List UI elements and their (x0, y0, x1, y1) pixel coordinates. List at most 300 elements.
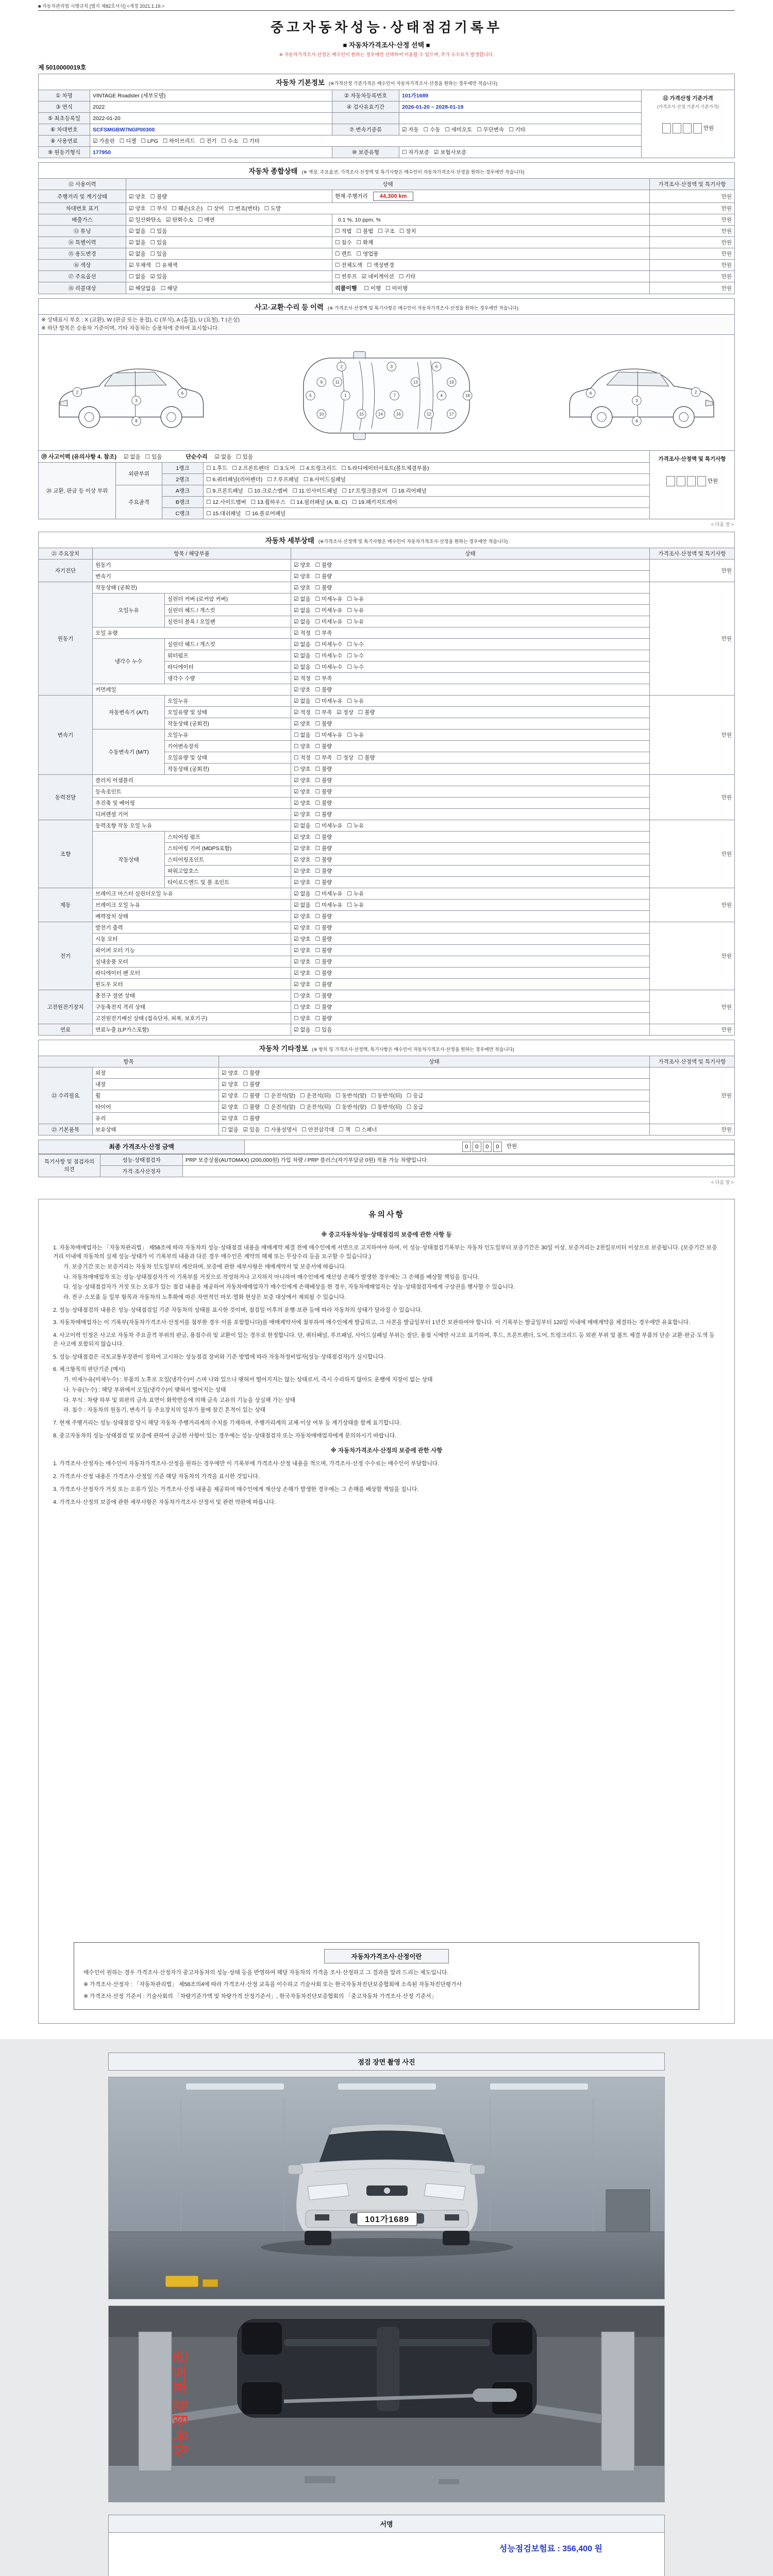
column-state: 상태 (291, 548, 650, 559)
checkbox-unchecked[interactable]: ☐ 불량 (358, 709, 375, 716)
status-options (291, 797, 650, 808)
item-label: 스티어링 펌프 (165, 831, 291, 842)
checkbox-unchecked[interactable]: ☐ 불량 (315, 845, 332, 852)
column-state: 상태 (126, 179, 650, 190)
checkbox-unchecked[interactable]: ☐ 있음 (150, 240, 167, 246)
checkbox-unchecked[interactable]: ☐ 5.라디에이터서포트(볼트체결부품) (341, 465, 429, 471)
checkbox-unchecked[interactable]: ☐ 13.휠하우스 (250, 499, 286, 505)
checkbox-unchecked[interactable]: ☐ 14.필러패널 (A, B, C) (290, 499, 347, 505)
checkbox-unchecked[interactable]: ☐ 누유 (347, 902, 364, 908)
item-label: 냉각수 수량 (165, 672, 291, 684)
checkbox-unchecked[interactable]: ☐ 변조(변타) (228, 206, 260, 212)
checkbox-checked[interactable]: ☑ 양호 (294, 936, 311, 942)
item-label: 등속조인트 (93, 786, 291, 797)
price-unit-cell: 만원 (650, 237, 735, 248)
unit-label: 만원 (703, 125, 714, 131)
checkbox-unchecked[interactable]: ☐ 없음 (222, 1126, 239, 1133)
checkbox-unchecked[interactable]: ☐ 양호 (294, 743, 311, 750)
checkbox-unchecked[interactable]: ☐ 훼손(오손) (172, 206, 203, 212)
checkbox-unchecked[interactable]: ☐ 하이브리드 (162, 138, 195, 144)
checkbox-unchecked[interactable]: ☐ 누수 (347, 652, 364, 659)
label-year: ③ 연식 (39, 101, 90, 113)
checkbox-unchecked[interactable]: ☐ 상이 (207, 206, 224, 212)
checkbox-unchecked[interactable]: ☐ 양호 (294, 1015, 311, 1022)
checkbox-unchecked[interactable]: ☐ 세미오토 (445, 127, 473, 133)
notice-line: 다. 부식 : 차량 하부 및 외판의 금속 표면이 화학반응에 의해 금속 고유의 기능을 상실해 가는 상태 (63, 1397, 296, 1403)
checkbox-unchecked[interactable]: ☐ 불량 (315, 1004, 332, 1010)
price-unit-cell: 만원 (649, 695, 734, 774)
checkbox-checked[interactable]: ☑ 양호 (294, 970, 311, 976)
svg-text:13: 13 (413, 379, 418, 384)
car-diagram-cell (39, 334, 735, 450)
checkbox-checked[interactable]: ☑ 해당없음 (129, 285, 156, 292)
status-options (291, 831, 650, 842)
item-label: 오일 유량 (93, 627, 291, 638)
price-unit-cell: 만원 (649, 559, 734, 582)
checkbox-unchecked[interactable]: ☐ 수소 (221, 138, 239, 144)
checkbox-checked[interactable]: ☑ 없음 (294, 698, 311, 704)
checkbox-checked[interactable]: ☑ 양호 (294, 913, 311, 920)
checkbox-unchecked[interactable]: ☐ 매연 (197, 217, 215, 223)
checkbox-unchecked[interactable]: ☐ 적법 (335, 228, 352, 234)
checkbox-unchecked[interactable]: ☐ 미이행 (385, 285, 408, 292)
item-label: 실린더 블록 / 오일팬 (165, 616, 291, 627)
checkbox-unchecked[interactable]: ☐ 미세누유 (315, 890, 343, 897)
checkbox-unchecked[interactable]: ☐ 미세누유 (315, 698, 343, 704)
label-vin: ⑥ 차대번호 (39, 124, 90, 135)
status-options (291, 865, 650, 876)
value-reg-no: 101가1689 (399, 90, 642, 101)
checkbox-unchecked[interactable]: ☐ 누유 (347, 822, 364, 829)
checkbox-unchecked[interactable]: ☐ 동반석(뒤) (371, 1104, 402, 1110)
label-vin-marking: 차대번호 표기 (39, 203, 126, 214)
checkbox-checked[interactable]: ☑ 일산화탄소 (129, 217, 162, 223)
checkbox-unchecked[interactable]: ☐ 18.리어패널 (392, 487, 427, 494)
checkbox-unchecked[interactable]: ☐ 미세누유 (315, 596, 343, 602)
section-header-accident (39, 299, 735, 315)
checkbox-checked[interactable]: ☑ 양호 (222, 1104, 239, 1110)
svg-text:3: 3 (635, 398, 638, 403)
checkbox-unchecked[interactable]: ☐ 17.트렁크플로어 (342, 487, 388, 494)
checkbox-unchecked[interactable]: ☐ 운전석(앞) (264, 1092, 296, 1099)
checkbox-unchecked[interactable]: ☐ 불량 (243, 1104, 260, 1110)
checkbox-unchecked[interactable]: ☐ 불량 (315, 743, 332, 750)
notice-line: 3. 자동차매매업자는 이 기록부(자동차가격조사·산정서를 첨부한 경우 이를 포함합니다)를 매매계약서에 첨부하여 매수인에게 발급하고, 그 사본을 발급일부터 1년간 보관하여야 합니다. 이 기록부는 발급일부터 120일 이내에 매매계약을 체결하는 경우에만 유효합니다. (53, 1319, 691, 1326)
label-color: ⑯ 색상 (39, 260, 126, 271)
label-mileage: 주행거리 및 계기상태 (39, 190, 126, 203)
checkbox-unchecked[interactable]: ☐ 불량 (150, 193, 167, 200)
checkbox-unchecked[interactable]: ☐ 불법 (356, 228, 374, 234)
checkbox-checked[interactable]: ☑ 양호 (294, 845, 311, 852)
checkbox-unchecked[interactable]: ☐ 있음 (150, 228, 167, 234)
checkbox-unchecked[interactable]: ☐ 미세누유 (315, 822, 343, 829)
amount-digit-box: 0 (493, 1142, 502, 1152)
status-options (291, 842, 650, 854)
checkbox-unchecked[interactable]: ☐ 썬루프 (335, 274, 357, 280)
checkbox-checked[interactable]: ☑ 없음 (294, 1026, 311, 1033)
checkbox-unchecked[interactable]: ☐ 적정 (294, 754, 311, 761)
checkbox-checked[interactable]: ☑ 양호 (294, 800, 311, 806)
car-underbody (238, 2319, 536, 2417)
checkbox-unchecked[interactable]: ☐ 없음 (294, 732, 311, 738)
checkbox-checked[interactable]: ☑ 양호 (294, 856, 311, 863)
checkbox-checked[interactable]: ☑ 없음 (123, 453, 141, 460)
overall-condition-table (38, 162, 735, 294)
checkbox-checked[interactable]: ☑ 없음 (294, 822, 311, 829)
status-options-cell (219, 1101, 650, 1112)
checkbox-checked[interactable]: ☑ 정상 (337, 709, 354, 716)
checkbox-checked[interactable]: ☑ 무채색 (129, 262, 151, 268)
checkbox-unchecked[interactable]: ☐ 19.패키지트레이 (351, 499, 397, 505)
checkbox-unchecked[interactable]: ☐ 16.플로어패널 (245, 510, 286, 517)
checkbox-unchecked[interactable]: ☐ 불량 (243, 1081, 260, 1088)
checkbox-unchecked[interactable]: ☐ 안전삼각대 (301, 1126, 334, 1133)
label-rankC: C랭크 (162, 507, 204, 519)
checkbox-unchecked[interactable]: ☐ 이행 (364, 285, 381, 292)
inspection-photo-front (109, 2077, 664, 2299)
checkbox-unchecked[interactable]: ☐ 장치 (399, 228, 416, 234)
checkbox-checked[interactable]: ☑ 네비게이션 (361, 274, 394, 280)
subgroup-oil-leak: 오일누유 (93, 593, 165, 627)
device-self-diagnosis: 자기진단 (39, 559, 93, 582)
notice-line: 가. 보증기간 또는 보증거리는 자동차 인도일부터 계산하며, 보증에 관한 세부사항은 매매계약서 및 보증서에 따릅니다. (63, 1263, 346, 1270)
section-header-etc (39, 1040, 735, 1056)
item-label: 실내송풍 모터 (93, 956, 291, 967)
checkbox-unchecked[interactable]: ☐ 불량 (315, 868, 332, 874)
checkbox-unchecked[interactable]: ☐ 응급 (406, 1104, 424, 1110)
checkbox-checked[interactable]: ☑ 양호 (222, 1081, 239, 1088)
checkbox-unchecked[interactable]: ☐ 불량 (315, 584, 332, 591)
checkbox-unchecked[interactable]: ☐ 응급 (406, 1092, 424, 1099)
checkbox-unchecked[interactable]: ☐ 누유 (347, 607, 364, 614)
checkbox-checked[interactable]: ☑ 양호 (294, 924, 311, 931)
checkbox-unchecked[interactable]: ☐ 렌트 (335, 251, 352, 257)
warranty-options (399, 147, 642, 158)
status-options (291, 672, 650, 684)
checkbox-checked[interactable]: ☑ 없음 (294, 664, 311, 670)
tuning-kind-options (378, 228, 421, 234)
svg-text:8: 8 (635, 418, 638, 423)
checkbox-unchecked[interactable]: ☐ 스패너 (355, 1126, 377, 1133)
signature-blank-area[interactable] (109, 2557, 664, 2576)
section-header-detail (39, 532, 735, 548)
checkbox-unchecked[interactable]: ☐ 있음 (145, 453, 162, 460)
notice-line: 라. 전구·소모품 등 일부 항목과 자동차의 노후화에 따른 자연적인 마모·열화 현상은 보증 대상에서 제외될 수 있습니다. (63, 1294, 346, 1300)
signature-title: 서명 (109, 2515, 664, 2533)
checkbox-unchecked[interactable]: ☐ 불량 (315, 958, 332, 965)
checkbox-checked[interactable]: ☑ 있음 (243, 1126, 260, 1133)
checkbox-unchecked[interactable]: ☐ 침수 (335, 240, 352, 246)
checkbox-checked[interactable]: ☑ 없음 (129, 228, 146, 234)
item-label: 라디에이터 팬 모터 (93, 967, 291, 978)
item-label: 배력장치 상태 (93, 910, 291, 922)
svg-text:2: 2 (340, 364, 343, 369)
checkbox-checked[interactable]: ☑ 양호 (294, 947, 311, 954)
checkbox-unchecked[interactable]: ☐ 부식 (150, 206, 167, 212)
checkbox-unchecked[interactable]: ☐ 양호 (294, 992, 311, 999)
item-label: 원동기 (93, 559, 291, 570)
checkbox-unchecked[interactable]: ☐ 구조 (378, 228, 395, 234)
label-rankA: A랭크 (162, 485, 204, 496)
checkbox-unchecked[interactable]: ☐ 부족 (315, 675, 332, 682)
checkbox-checked[interactable]: ☑ 양호 (222, 1115, 239, 1122)
label-insurance-fee: 성능점검보험료 : (499, 2544, 560, 2553)
checkbox-unchecked[interactable]: ☐ 도말 (264, 206, 281, 212)
checkbox-unchecked[interactable]: ☐ 불량 (315, 879, 332, 886)
checkbox-checked[interactable]: ☑ 없음 (294, 902, 311, 908)
checkbox-unchecked[interactable]: ☐ 불량 (315, 811, 332, 818)
checkbox-checked[interactable]: ☑ 없음 (129, 251, 146, 257)
checkbox-checked[interactable]: ☑ 양호 (294, 777, 311, 784)
checkbox-checked[interactable]: ☑ 양호 (222, 1070, 239, 1076)
checkbox-unchecked[interactable]: ☐ 불량 (243, 1115, 260, 1122)
label-transmission: ⑦ 변속기종류 (332, 124, 399, 135)
checkbox-unchecked[interactable]: ☐ 운전석(앞) (264, 1104, 296, 1110)
checkbox-unchecked[interactable]: ☐ 불량 (315, 1015, 332, 1022)
checkbox-unchecked[interactable]: ☐ 동반석(앞) (335, 1092, 366, 1099)
checkbox-unchecked[interactable]: ☐ 불량 (358, 754, 375, 761)
checkbox-unchecked[interactable]: ☐ 잭 (339, 1126, 350, 1133)
checkbox-unchecked[interactable]: ☐ 1.후드 (206, 465, 228, 471)
checkbox-checked[interactable]: ☑ 탄화수소 (166, 217, 193, 223)
svg-text:7: 7 (393, 393, 396, 398)
checkbox-unchecked[interactable]: ☐ 기타 (398, 274, 416, 280)
kit-item-options (264, 1127, 381, 1133)
checkbox-unchecked[interactable]: ☐ 운전석(뒤) (300, 1104, 331, 1110)
checkbox-unchecked[interactable]: ☐ 불량 (315, 834, 332, 840)
checkbox-unchecked[interactable]: ☐ 불량 (243, 1070, 260, 1076)
checkbox-unchecked[interactable]: ☐ 누수 (347, 664, 364, 670)
checkbox-checked[interactable]: ☑ 양호 (294, 868, 311, 874)
tire-position-options (264, 1104, 428, 1110)
fuel-options (90, 135, 642, 147)
checkbox-unchecked[interactable]: ☐ 불량 (315, 856, 332, 863)
price-assessor-comment (183, 1165, 735, 1177)
checkbox-unchecked[interactable]: ☐ 불량 (315, 720, 332, 727)
item-label: 연료누출 (LP가스포함) (93, 1024, 291, 1035)
checkbox-unchecked[interactable]: ☐ 사용설명서 (264, 1126, 297, 1133)
checkbox-unchecked[interactable]: ☐ 누유 (347, 698, 364, 704)
checkbox-unchecked[interactable]: ☐ 운전석(뒤) (300, 1092, 331, 1099)
checkbox-unchecked[interactable]: ☐ 누수 (347, 641, 364, 648)
checkbox-unchecked[interactable]: ☐ 수동 (423, 127, 441, 133)
checkbox-unchecked[interactable]: ☐ 2.프론트펜더 (232, 465, 270, 471)
checkbox-unchecked[interactable]: ☐ 불량 (315, 992, 332, 999)
status-options (291, 706, 650, 718)
checkbox-unchecked[interactable]: ☐ 8.사이드실패널 (303, 476, 346, 483)
checkbox-checked[interactable]: ☑ 없음 (294, 652, 311, 659)
svg-text:4: 4 (440, 393, 443, 398)
checkbox-unchecked[interactable]: ☐ 불량 (315, 800, 332, 806)
svg-text:16: 16 (396, 412, 401, 417)
checkbox-unchecked[interactable]: ☐ 누유 (347, 618, 364, 625)
notice-line: ※ 가격조사·산정 기준서 : 기술사회의 「차량기준가액 및 차량가격 산정기준서」, 한국자동차진단보증협회의 「중고자동차 가격조사·산정 기준서」 (83, 1993, 437, 1999)
item-label: 워터펌프 (165, 650, 291, 661)
checkbox-checked[interactable]: ☑ 보험사보증 (433, 149, 466, 156)
checkbox-checked[interactable]: ☑ 양호 (294, 573, 311, 580)
checkbox-unchecked[interactable]: ☐ 미세누유 (315, 902, 343, 908)
checkbox-unchecked[interactable]: ☐ 해당 (160, 285, 178, 292)
column-item: 항목 (39, 1056, 219, 1067)
checkbox-unchecked[interactable]: ☐ 있음 (150, 251, 167, 257)
checkbox-checked[interactable]: ☑ 양호 (294, 720, 311, 727)
checkbox-unchecked[interactable]: ☐ 7.루프패널 (267, 476, 299, 483)
checkbox-unchecked[interactable]: ☐ 12.사이드멤버 (206, 499, 246, 505)
unit-label: 만원 (506, 1143, 517, 1150)
checkbox-checked[interactable]: ☑ 양호 (294, 686, 311, 693)
checkbox-unchecked[interactable]: ☐ 동반석(앞) (335, 1104, 366, 1110)
checkbox-unchecked[interactable]: ☐ 기타 (243, 138, 260, 144)
price-unit-cell: 만원 (650, 203, 735, 214)
svg-text:19: 19 (449, 379, 454, 384)
checkbox-unchecked[interactable]: ☐ 불량 (315, 981, 332, 988)
status-options (291, 638, 650, 650)
item-label: 실린더 커버 (로커암 커버) (165, 593, 291, 604)
checkbox-checked[interactable]: ☑ 양호 (222, 1092, 239, 1099)
device-transmission: 변속기 (39, 695, 93, 774)
checkbox-checked[interactable]: ☑ 양호 (294, 562, 311, 568)
simple-repair-options (215, 454, 258, 460)
label-tuning: ⑬ 튜닝 (39, 226, 126, 237)
checkbox-unchecked[interactable]: ☐ 무단변속 (477, 127, 505, 133)
checkbox-checked[interactable]: ☑ 없음 (214, 453, 232, 460)
svg-text:1: 1 (344, 393, 347, 398)
checkbox-checked[interactable]: ☑ 없음 (294, 607, 311, 614)
inspector-opinion-table (38, 1154, 735, 1177)
price-survey-note: ※ 자동차가격조사·산정은 매수인이 원하는 경우에만 선택하여 이용할 수 있으며, 추가 수수료가 발생합니다. (279, 52, 494, 57)
checkbox-checked[interactable]: ☑ 가솔린 (93, 138, 115, 144)
checkbox-unchecked[interactable]: ☐ 불량 (315, 562, 332, 568)
checkbox-unchecked[interactable]: ☐ 영업용 (356, 251, 379, 257)
checkbox-unchecked[interactable]: ☐ 자가보증 (402, 149, 429, 156)
checkbox-unchecked[interactable]: ☐ 4.트렁크리드 (299, 465, 337, 471)
checkbox-unchecked[interactable]: ☐ 미세누수 (315, 641, 343, 648)
checkbox-checked[interactable]: ☑ 적정 (294, 709, 311, 716)
checkbox-unchecked[interactable]: ☐ 양호 (294, 766, 311, 772)
checkbox-unchecked[interactable]: ☐ 불량 (315, 573, 332, 580)
checkbox-unchecked[interactable]: ☐ 전기 (199, 138, 217, 144)
checkbox-unchecked[interactable]: ☐ 불량 (315, 777, 332, 784)
checkbox-checked[interactable]: ☑ 양호 (129, 193, 146, 200)
checkbox-unchecked[interactable]: ☐ 불량 (315, 936, 332, 942)
photo-frame-front (108, 2077, 665, 2299)
item-label: 발전기 출력 (93, 922, 291, 933)
group-basic-items: ㉓ 기본품목 (39, 1124, 93, 1135)
checkbox-unchecked[interactable]: ☐ 3.도어 (274, 465, 295, 471)
price-unit-cell: 만원 (649, 1124, 734, 1135)
checkbox-unchecked[interactable]: ☐ 6.쿼터패널(리어펜더) (206, 476, 263, 483)
checkbox-checked[interactable]: ☑ 양호 (294, 788, 311, 795)
svg-text:10: 10 (319, 412, 324, 417)
checkbox-unchecked[interactable]: ☐ 불량 (315, 766, 332, 772)
car-side-view-right (569, 369, 714, 428)
status-options (291, 933, 650, 944)
checkbox-unchecked[interactable]: ☐ 양호 (294, 1004, 311, 1010)
label-simple-repair: 단순수리 (186, 453, 208, 460)
item-label: 유리 (93, 1112, 219, 1124)
checkbox-checked[interactable]: ☑ 없음 (294, 596, 311, 602)
checkbox-unchecked[interactable]: ☐ 유채색 (155, 262, 178, 268)
checkbox-unchecked[interactable]: ☐ 15.대쉬패널 (206, 510, 241, 517)
checkbox-unchecked[interactable]: ☐ LPG (141, 138, 158, 144)
checkbox-checked[interactable]: ☑ 양호 (294, 834, 311, 840)
checkbox-checked[interactable]: ☑ 없음 (294, 890, 311, 897)
checkbox-unchecked[interactable]: ☐ 불량 (243, 1092, 260, 1099)
checkbox-unchecked[interactable]: ☐ 있음 (236, 453, 253, 460)
checkbox-unchecked[interactable]: ☐ 9.프론트패널 (206, 487, 243, 494)
color-sub-options (332, 260, 650, 271)
checkbox-unchecked[interactable]: ☐ 동반석(뒤) (371, 1092, 402, 1099)
checkbox-checked[interactable]: ☑ 양호 (129, 206, 146, 212)
checkbox-unchecked[interactable]: ☐ 미세누수 (315, 652, 343, 659)
checkbox-checked[interactable]: ☑ 적정 (294, 675, 311, 682)
notice-line: ※ 가격조사·산정자 : 「자동차관리법」 제58조의4에 따라 가격조사·산정 교육을 이수하고 기술사회 또는 한국자동차진단보증협회에 소속된 자동차진단평가사 (83, 1981, 462, 1988)
label-final-amount: 최종 가격조사·산정 금액 (39, 1140, 245, 1154)
checkbox-unchecked[interactable]: ☐ 불량 (315, 970, 332, 976)
checkbox-checked[interactable]: ☑ 양호 (294, 811, 311, 818)
note-price-base: (가격조사·산정 기준서 기준가격) (657, 104, 719, 109)
checkbox-unchecked[interactable]: ☐ 누유 (347, 596, 364, 602)
checkbox-checked[interactable]: ☑ 자동 (402, 127, 419, 133)
checkbox-checked[interactable]: ☑ 없음 (129, 240, 146, 246)
status-options (291, 1001, 650, 1012)
checkbox-unchecked[interactable]: ☐ 불량 (315, 913, 332, 920)
checkbox-unchecked[interactable]: ☐ 불량 (315, 924, 332, 931)
checkbox-unchecked[interactable]: ☐ 미세누유 (315, 732, 343, 738)
checkbox-checked[interactable]: ☑ 없음 (294, 641, 311, 648)
checkbox-unchecked[interactable]: ☐ 부족 (315, 754, 332, 761)
legend-symbols: ※ 상태표시 부호 : X (교환), W (판금 또는 용접), C (부식), A (흠집), U (요철), T (손상) (41, 317, 240, 323)
item-label: 오일유량 및 상태 (165, 752, 291, 763)
checkbox-unchecked[interactable]: ☐ 색상변경 (366, 262, 394, 268)
checkbox-unchecked[interactable]: ☐ 11.인사이드패널 (292, 487, 338, 494)
checkbox-unchecked[interactable]: ☐ 누유 (347, 732, 364, 738)
amount-digit-box (697, 476, 706, 486)
checkbox-unchecked[interactable]: ☐ 미세누유 (315, 618, 343, 625)
checkbox-unchecked[interactable]: ☐ 부족 (315, 709, 332, 716)
checkbox-unchecked[interactable]: ☐ 정상 (337, 754, 354, 761)
column-item: 항목 / 해당부품 (93, 548, 291, 559)
checkbox-unchecked[interactable]: ☐ 누유 (347, 890, 364, 897)
checkbox-unchecked[interactable]: ☐ 기타 (509, 127, 526, 133)
checkbox-checked[interactable]: ☑ 없음 (294, 618, 311, 625)
checkbox-unchecked[interactable]: ☐ 미세누수 (315, 664, 343, 670)
checkbox-checked[interactable]: ☑ 양호 (294, 584, 311, 591)
status-options (291, 808, 650, 820)
checkbox-unchecked[interactable]: ☐ 있음 (315, 1026, 332, 1033)
checkbox-unchecked[interactable]: ☐ 디젤 (119, 138, 137, 144)
column-price: 가격조사·산정액 및 특기사항 (650, 179, 735, 190)
checkbox-unchecked[interactable]: ☐ 불량 (315, 686, 332, 693)
checkbox-checked[interactable]: ☑ 있음 (150, 274, 167, 280)
checkbox-unchecked[interactable]: ☐ 없음 (129, 274, 146, 280)
checkbox-checked[interactable]: ☑ 양호 (294, 981, 311, 988)
checkbox-unchecked[interactable]: ☐ 불량 (315, 788, 332, 795)
page-title: 중고자동차성능·상태점검기록부 (270, 20, 503, 35)
red-overlay-text: 성능점검 포토존 (173, 2349, 190, 2459)
device-engine: 원동기 (39, 582, 93, 695)
checkbox-unchecked[interactable]: ☐ 미세누유 (315, 607, 343, 614)
checkbox-unchecked[interactable]: ☐ 부족 (315, 630, 332, 636)
checkbox-unchecked[interactable]: ☐ 10.크로스멤버 (247, 487, 288, 494)
checkbox-checked[interactable]: ☑ 적정 (294, 630, 311, 636)
checkbox-unchecked[interactable]: ☐ 전체도색 (335, 262, 362, 268)
checkbox-checked[interactable]: ☑ 양호 (294, 879, 311, 886)
checkbox-checked[interactable]: ☑ 양호 (294, 958, 311, 965)
checkbox-unchecked[interactable]: ☐ 화재 (356, 240, 374, 246)
status-options (291, 695, 650, 706)
checkbox-unchecked[interactable]: ☐ 불량 (315, 947, 332, 954)
